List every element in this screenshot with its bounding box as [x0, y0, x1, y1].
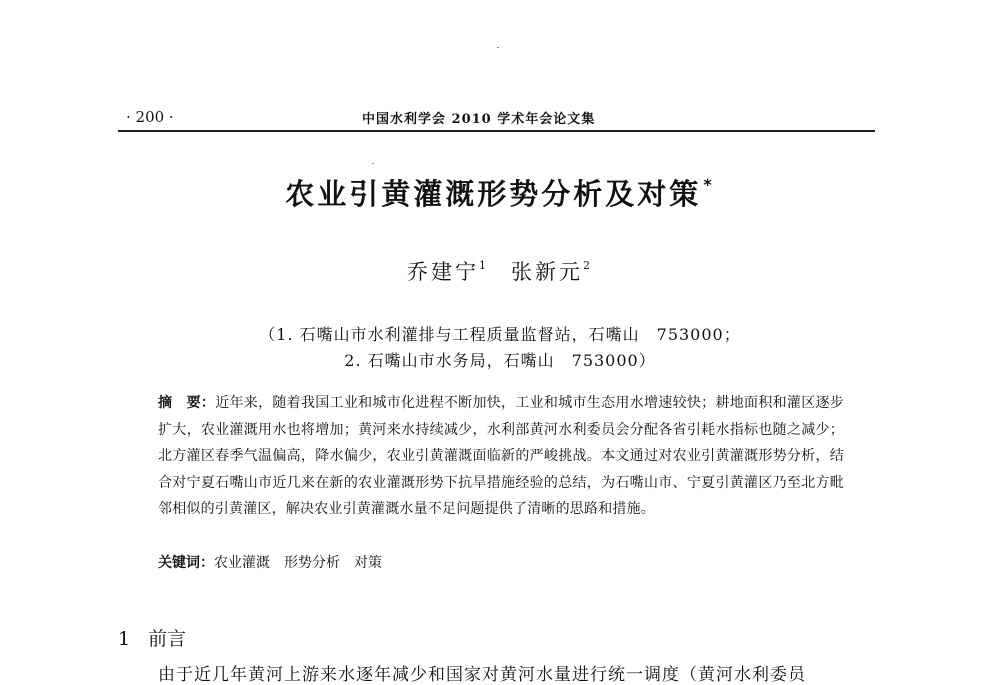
author-list: [0, 256, 1000, 286]
abstract-label: 摘 要：: [158, 395, 216, 411]
section-title: 前言: [148, 628, 187, 650]
keywords: [158, 552, 844, 572]
header-rule: [118, 130, 875, 132]
keyword: 对策: [354, 555, 382, 571]
author-name: 乔建宁: [407, 260, 479, 284]
scan-speck: [372, 163, 374, 164]
section-number: 1: [118, 628, 131, 650]
author-affiliation-mark: 1: [479, 259, 489, 272]
abstract-text: 近年来，随着我国工业和城市化进程不断加快，工业和城市生态用水增速较快；耕地面积和灌区逐步扩大，农业灌溉用水也将增加；黄河来水持续减少，水利部黄河水利委员会分配各省引耗水指标也随之减少；北方灌区春季气温偏高，降水偏少，农业引黄灌溉面临新的严峻挑战。本文通过对农业引黄灌溉形势分析，结合对宁夏石嘴山市近几来在新的农业灌溉形势下抗旱措施经验的总结，为石嘴山市、宁夏引黄灌区乃至北方毗邻相似的引黄灌区，解决农业引黄灌溉水量不足问题提供了清晰的思路和措施。: [158, 395, 844, 517]
author-affiliation-mark: 2: [583, 259, 593, 272]
body-paragraph: 由于近几年黄河上游来水逐年减少和国家对黄河水量进行统一调度（黄河水利委员: [158, 665, 806, 685]
paper-title-text: 农业引黄灌溉形势分析及对策: [285, 177, 702, 211]
scan-speck: [497, 47, 499, 48]
abstract: [158, 390, 844, 523]
journal-title: 中国水利学会 2010 学术年会论文集: [362, 112, 596, 127]
keywords-label: 关键词：: [158, 555, 214, 571]
paper-title: [0, 172, 1000, 213]
affiliation-line: （1. 石嘴山市水利灌排与工程质量监督站，石嘴山 753000；: [259, 325, 741, 344]
section-heading: [118, 624, 186, 651]
running-header: [118, 104, 880, 130]
keyword: 农业灌溉: [214, 555, 270, 571]
page-number: · 200 ·: [126, 108, 174, 126]
affiliation-line: 2. 石嘴山市水务局，石嘴山 753000）: [344, 351, 656, 370]
author-name: 张新元: [511, 260, 583, 284]
keyword: 形势分析: [284, 555, 340, 571]
title-footnote-mark: *: [703, 175, 715, 194]
